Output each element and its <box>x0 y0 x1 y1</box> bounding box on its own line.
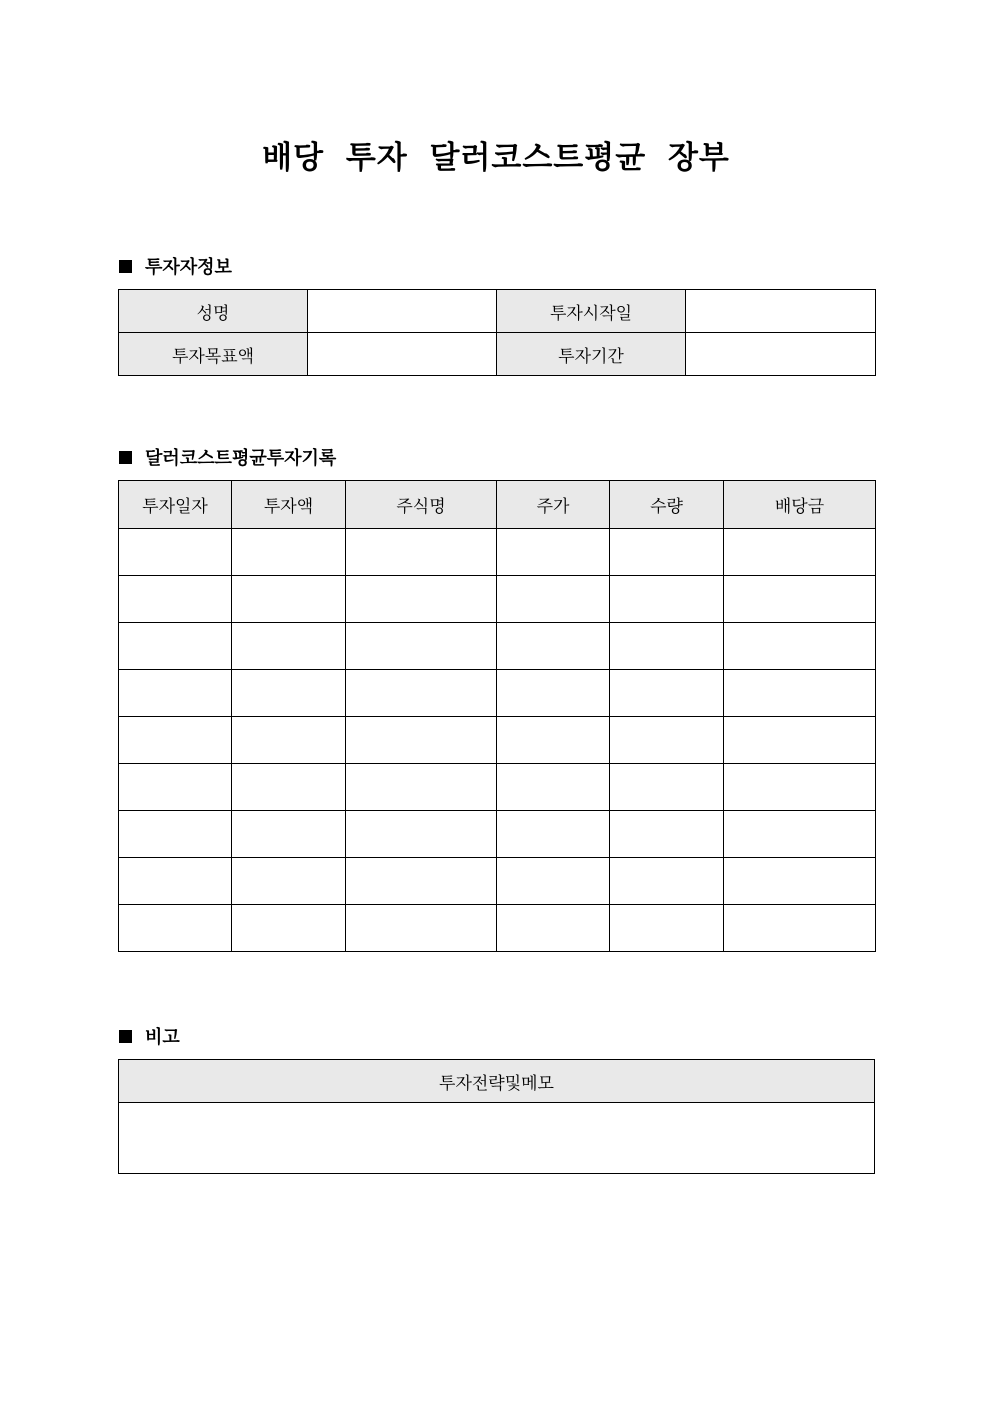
table-cell[interactable] <box>346 858 497 905</box>
investor-info-heading <box>119 253 232 279</box>
strategy-memo-header: 투자전략및메모 <box>119 1060 875 1103</box>
table-cell[interactable] <box>497 576 610 623</box>
table-cell[interactable] <box>610 717 724 764</box>
table-cell[interactable] <box>346 576 497 623</box>
column-header-stock-name: 주식명 <box>346 481 497 529</box>
table-cell[interactable] <box>232 717 346 764</box>
table-cell[interactable] <box>610 811 724 858</box>
dca-records-heading-label: 달러코스트평균투자기록 <box>145 448 337 469</box>
table-cell[interactable] <box>610 529 724 576</box>
investor-info-table <box>118 289 876 376</box>
start-date-field[interactable] <box>686 290 876 333</box>
table-cell[interactable] <box>119 670 232 717</box>
table-cell[interactable] <box>724 905 876 952</box>
table-cell[interactable] <box>497 905 610 952</box>
square-bullet-icon <box>119 451 132 464</box>
investment-period-field[interactable] <box>686 333 876 376</box>
table-cell[interactable] <box>497 764 610 811</box>
strategy-memo-field[interactable] <box>119 1103 875 1174</box>
table-cell[interactable] <box>724 717 876 764</box>
column-header-dividend: 배당금 <box>724 481 876 529</box>
name-label: 성명 <box>119 290 308 333</box>
table-cell[interactable] <box>232 576 346 623</box>
table-cell[interactable] <box>232 529 346 576</box>
table-cell[interactable] <box>346 905 497 952</box>
table-cell[interactable] <box>497 529 610 576</box>
table-row <box>119 717 876 764</box>
investor-info-row <box>119 290 876 333</box>
document-title: 배당 투자 달러코스트평균 장부 <box>262 140 730 176</box>
investment-period-label: 투자기간 <box>497 333 686 376</box>
table-cell[interactable] <box>119 529 232 576</box>
table-row <box>119 764 876 811</box>
column-header-date: 투자일자 <box>119 481 232 529</box>
table-cell[interactable] <box>346 811 497 858</box>
remarks-header-row <box>119 1060 875 1103</box>
table-cell[interactable] <box>610 764 724 811</box>
column-header-quantity: 수량 <box>610 481 724 529</box>
table-row <box>119 858 876 905</box>
remarks-body-row <box>119 1103 875 1174</box>
table-cell[interactable] <box>610 576 724 623</box>
table-cell[interactable] <box>232 905 346 952</box>
table-cell[interactable] <box>232 623 346 670</box>
table-row <box>119 670 876 717</box>
table-cell[interactable] <box>119 905 232 952</box>
table-cell[interactable] <box>119 764 232 811</box>
table-cell[interactable] <box>724 576 876 623</box>
table-cell[interactable] <box>119 858 232 905</box>
square-bullet-icon <box>119 1030 132 1043</box>
table-cell[interactable] <box>497 670 610 717</box>
table-cell[interactable] <box>724 670 876 717</box>
table-cell[interactable] <box>232 670 346 717</box>
target-amount-field[interactable] <box>308 333 497 376</box>
square-bullet-icon <box>119 260 132 273</box>
table-cell[interactable] <box>497 623 610 670</box>
dca-records-header-row <box>119 481 876 529</box>
table-cell[interactable] <box>119 623 232 670</box>
remarks-heading-label: 비고 <box>145 1027 180 1048</box>
remarks-heading <box>119 1023 180 1049</box>
target-amount-label: 투자목표액 <box>119 333 308 376</box>
investor-info-heading-label: 투자자정보 <box>145 257 232 278</box>
table-cell[interactable] <box>724 858 876 905</box>
table-cell[interactable] <box>610 858 724 905</box>
table-cell[interactable] <box>724 811 876 858</box>
table-cell[interactable] <box>610 905 724 952</box>
table-cell[interactable] <box>232 764 346 811</box>
table-cell[interactable] <box>346 764 497 811</box>
name-field[interactable] <box>308 290 497 333</box>
column-header-amount: 투자액 <box>232 481 346 529</box>
table-cell[interactable] <box>497 717 610 764</box>
investor-info-row <box>119 333 876 376</box>
column-header-price: 주가 <box>497 481 610 529</box>
table-cell[interactable] <box>119 811 232 858</box>
dca-records-table <box>118 480 876 952</box>
table-cell[interactable] <box>346 717 497 764</box>
table-cell[interactable] <box>724 623 876 670</box>
remarks-table <box>118 1059 875 1174</box>
table-cell[interactable] <box>497 858 610 905</box>
table-row <box>119 811 876 858</box>
start-date-label: 투자시작일 <box>497 290 686 333</box>
table-cell[interactable] <box>346 529 497 576</box>
dca-records-heading <box>119 444 336 470</box>
table-cell[interactable] <box>346 670 497 717</box>
table-cell[interactable] <box>232 858 346 905</box>
table-cell[interactable] <box>119 717 232 764</box>
table-cell[interactable] <box>232 811 346 858</box>
table-cell[interactable] <box>610 670 724 717</box>
table-cell[interactable] <box>610 623 724 670</box>
table-cell[interactable] <box>724 764 876 811</box>
table-row <box>119 905 876 952</box>
table-cell[interactable] <box>119 576 232 623</box>
table-row <box>119 576 876 623</box>
table-cell[interactable] <box>724 529 876 576</box>
table-cell[interactable] <box>497 811 610 858</box>
table-cell[interactable] <box>346 623 497 670</box>
table-row <box>119 529 876 576</box>
table-row <box>119 623 876 670</box>
